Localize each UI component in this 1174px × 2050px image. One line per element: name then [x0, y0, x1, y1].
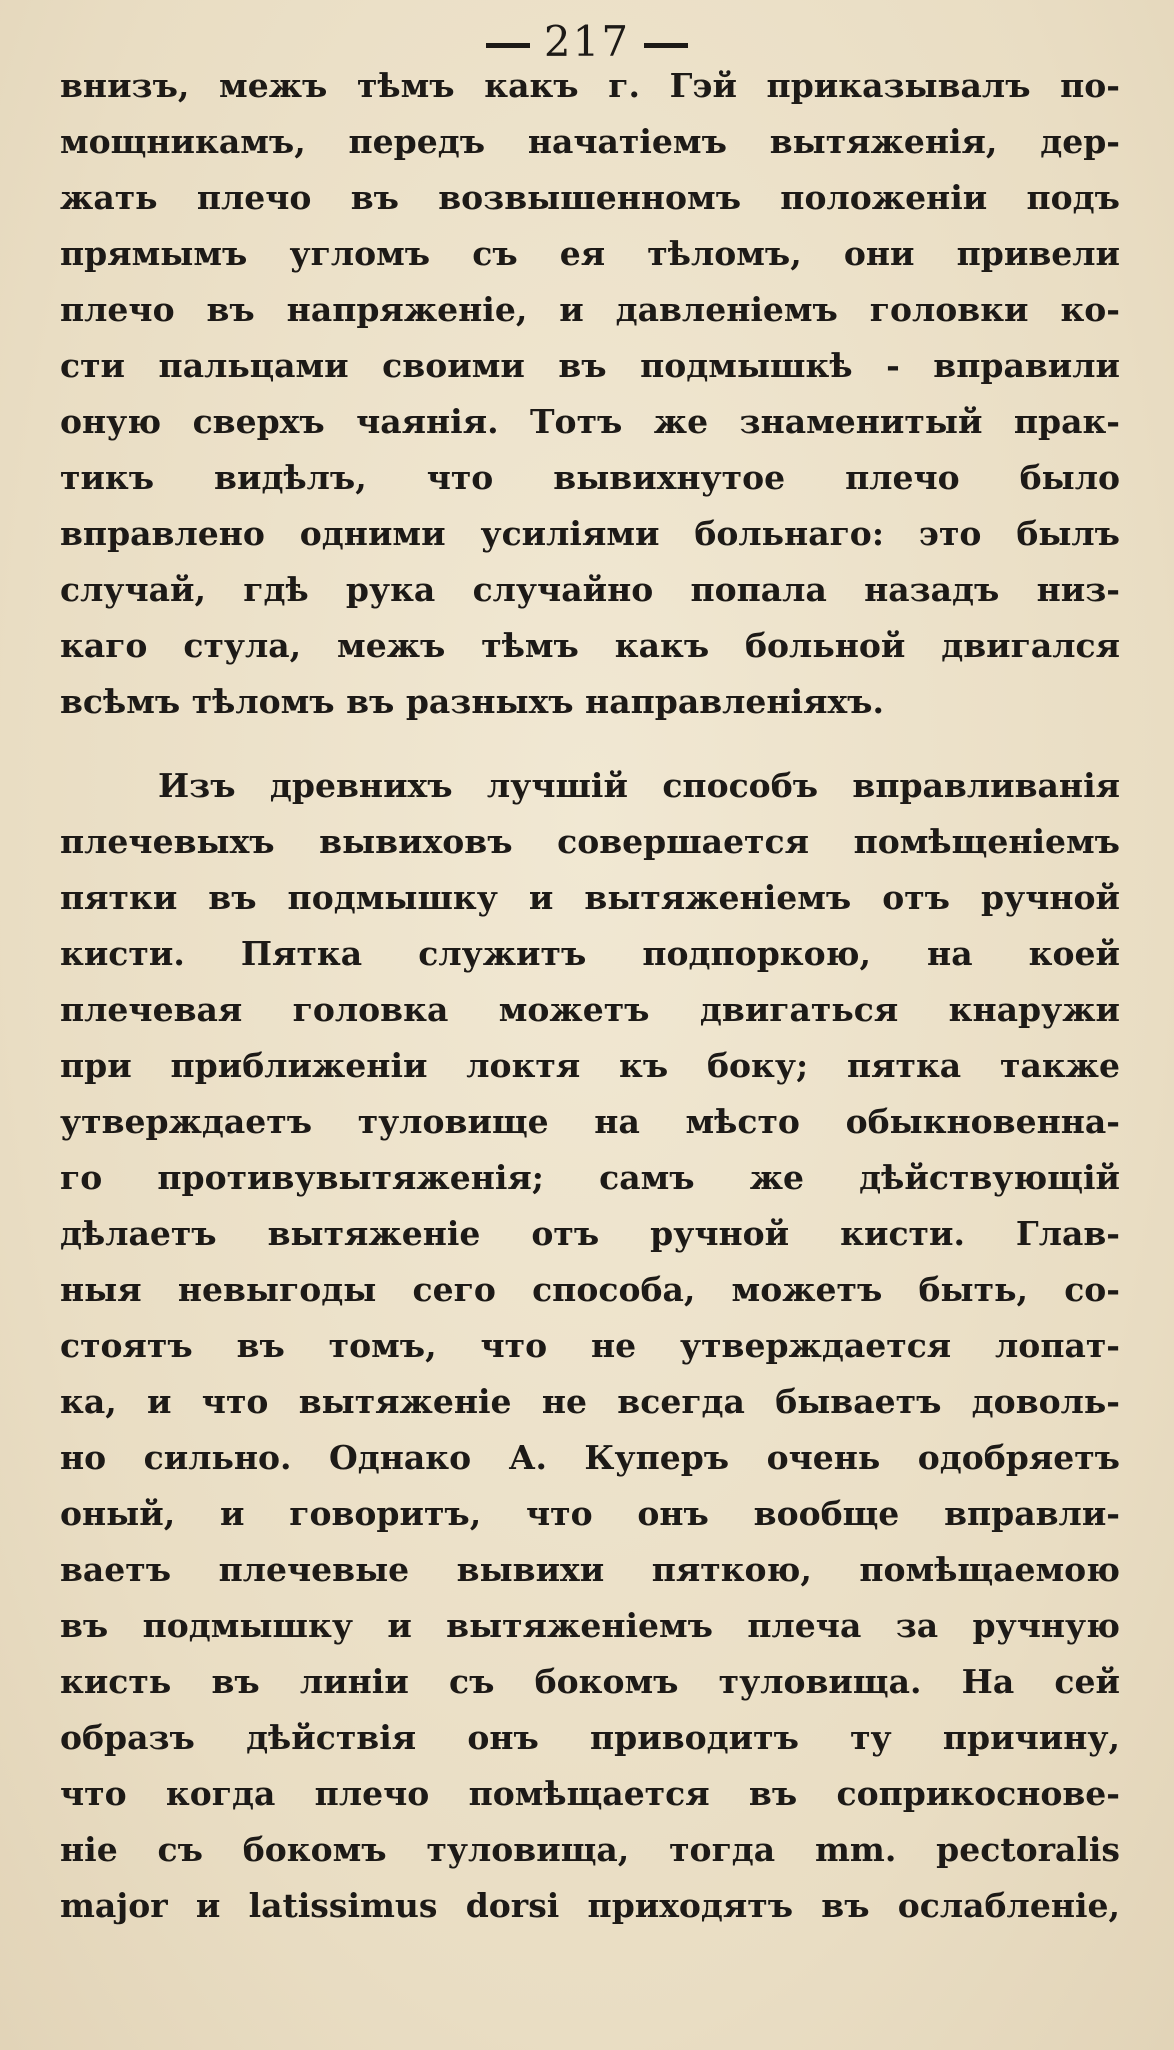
text-line: всѣмъ тѣломъ въ разныхъ направленіяхъ.	[60, 682, 884, 721]
text-line: дѣлаетъ вытяженіе отъ ручной кисти. Глав-	[60, 1214, 1120, 1253]
text-line: образъ дѣйствія онъ приводитъ ту причину,	[60, 1718, 1120, 1757]
text-line: major и latissimus dorsi приходятъ въ ослабленіе,	[60, 1886, 1120, 1925]
text-line: случай, гдѣ рука случайно попала назадъ низ-	[60, 570, 1120, 609]
text-line: жать плечо въ возвышенномъ положеніи подъ	[60, 178, 1120, 217]
text-line: кисти. Пятка служитъ подпоркою, на коей	[60, 934, 1120, 973]
text-line: что когда плечо помѣщается въ соприкоснове-	[60, 1774, 1120, 1813]
text-line: каго стула, межъ тѣмъ какъ больной двигался	[60, 626, 1120, 665]
text-line: оный, и говоритъ, что онъ вообще вправли-	[60, 1494, 1120, 1533]
text-line: ка, и что вытяженіе не всегда бываетъ доволь-	[60, 1382, 1120, 1421]
text-line: го противувытяженія; самъ же дѣйствующій	[60, 1158, 1120, 1197]
text-line: въ подмышку и вытяженіемъ плеча за ручную	[60, 1606, 1120, 1645]
page-number: 217	[543, 17, 631, 66]
header-left-dash	[486, 43, 530, 48]
text-line: кисть въ линіи съ бокомъ туловища. На сей	[60, 1662, 1120, 1701]
text-line: внизъ, межъ тѣмъ какъ г. Гэй приказывалъ по-	[60, 66, 1120, 105]
text-line: плечевыхъ вывиховъ совершается помѣщеніемъ	[60, 822, 1120, 861]
text-line: ваетъ плечевые вывихи пяткою, помѣщаемою	[60, 1550, 1120, 1589]
paragraph-1	[60, 58, 1120, 730]
text-line: стоятъ въ томъ, что не утверждается лопат-	[60, 1326, 1120, 1365]
text-line: вправлено одними усиліями больнаго: это былъ	[60, 514, 1120, 553]
text-line: тикъ видѣлъ, что вывихнутое плечо было	[60, 458, 1120, 497]
text-line: плечевая головка можетъ двигаться кнаружи	[60, 990, 1120, 1029]
text-line: плечо въ напряженіе, и давленіемъ головки ко-	[60, 290, 1120, 329]
text-line: но сильно. Однако А. Куперъ очень одобряетъ	[60, 1438, 1120, 1477]
text-line: прямымъ угломъ съ ея тѣломъ, они привели	[60, 234, 1120, 273]
text-line: ніе съ бокомъ туловища, тогда mm. pectoralis	[60, 1830, 1120, 1869]
header-right-dash	[644, 43, 688, 48]
text-line: Изъ древнихъ лучшій способъ вправливанія	[158, 766, 1120, 805]
text-line: утверждаетъ туловище на мѣсто обыкновенна-	[60, 1102, 1120, 1141]
text-line: оную сверхъ чаянія. Тотъ же знаменитый прак-	[60, 402, 1120, 441]
text-line: при приближеніи локтя къ боку; пятка также	[60, 1046, 1120, 1085]
paragraph-2	[60, 758, 1120, 1934]
text-line: мощникамъ, передъ начатіемъ вытяженія, дер-	[60, 122, 1120, 161]
text-line: сти пальцами своими въ подмышкѣ - вправили	[60, 346, 1120, 385]
text-line: пятки въ подмышку и вытяженіемъ отъ ручной	[60, 878, 1120, 917]
text-line: ныя невыгоды сего способа, можетъ быть, со-	[60, 1270, 1120, 1309]
